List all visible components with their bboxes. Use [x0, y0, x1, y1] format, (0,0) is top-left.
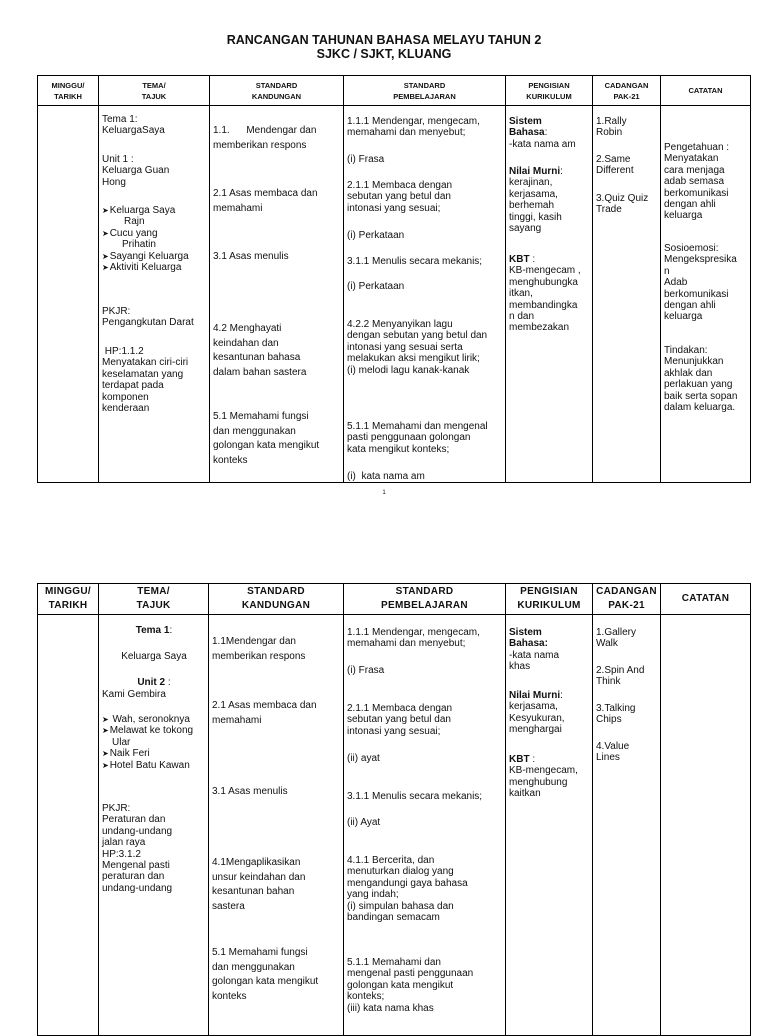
header-standard-kandungan: STANDARD KANDUNGAN — [210, 76, 344, 106]
unit-name: Kami Gembira — [102, 689, 166, 700]
sistem-bahasa: Sistem Bahasa: -kata nama khas — [509, 627, 560, 673]
pengisian-kurikulum-cell — [506, 615, 593, 1036]
sk-item: 4.2 Menghayati keindahan dan kesantunan bahasa dalam bahan sastera — [213, 323, 307, 378]
minggu-cell — [38, 615, 99, 1036]
pak-item: 1.Rally Robin — [596, 116, 627, 139]
subtopic-list — [102, 714, 206, 771]
header-cadangan-pak21: CADANGAN PAK-21 — [593, 584, 661, 615]
minggu-cell — [38, 106, 99, 483]
sp-item: 1.1.1 Mendengar, mengecam, memahami dan menyebut; — [347, 627, 480, 650]
tema-block: Tema 1: KeluargaSaya — [102, 114, 165, 137]
pak-item: 3.Quiz Quiz Trade — [596, 193, 649, 216]
pak-item: 2.Spin And Think — [596, 665, 645, 688]
sp-item: (ii) ayat — [347, 753, 380, 764]
header-standard-kandungan: STANDARD KANDUNGAN — [209, 584, 344, 615]
sk-item: 4.1Mengaplikasikan unsur keindahan dan kesantunan bahan sastera — [212, 857, 306, 912]
list-item: ➤ Cucu yang — [102, 228, 207, 239]
table-row — [38, 615, 751, 1036]
standard-kandungan-cell — [209, 615, 344, 1036]
table-header-row — [38, 76, 751, 106]
page-title: RANCANGAN TAHUNAN BAHASA MELAYU TAHUN 2 — [226, 33, 542, 47]
unit-block: Unit 1 : Keluarga Guan Hong — [102, 154, 170, 188]
tema-label: Tema 1: — [135, 625, 173, 636]
sp-item: 4.1.1 Bercerita, dan menuturkan dialog yang mengandungi gaya bahasa yang indah; (i) simpulan bahasa dan bandingan semacam — [347, 855, 468, 924]
header-tema: TEMA/ TAJUK — [99, 584, 209, 615]
sp-item: (i) Perkataan — [347, 281, 405, 292]
sk-item: 2.1 Asas membaca dan memahami — [212, 700, 317, 726]
list-item: Ular — [112, 736, 131, 748]
sp-item: (i) kata nama am — [347, 471, 425, 482]
kbt: KBT : KB-mengecam , menghubungka itkan, membandingka n dan membezakan — [509, 254, 581, 334]
list-item: ➤ Wah, seronoknya — [102, 714, 206, 725]
unit-label: Unit 2 : — [137, 677, 171, 688]
sp-item: 1.1.1 Mendengar, mengecam, memahami dan menyebut; — [347, 116, 480, 139]
table-header-row — [38, 584, 751, 615]
nilai-murni: Nilai Murni: kerjasama, Kesyukuran, menghargai — [509, 690, 565, 736]
hp-block: HP:1.1.2 Menyatakan ciri-ciri keselamatan yang terdapat pada komponen kenderaan — [102, 346, 189, 415]
list-item: ➤ Hotel Batu Kawan — [102, 760, 206, 771]
sp-item: (ii) Ayat — [347, 817, 381, 828]
catatan-cell — [661, 615, 751, 1036]
header-minggu: MINGGU/ TARIKH — [38, 76, 99, 106]
list-item: ➤ Sayangi Keluarga — [102, 251, 207, 262]
sp-item: 4.2.2 Menyanyikan lagu dengan sebutan yang betul dan intonasi yang sesuai serta melakukan aksi mengikut lirik; (i) melodi lagu kanak-kanak — [347, 319, 488, 376]
list-item: ➤ Naik Feri — [102, 748, 206, 759]
page-subtitle: SJKC / SJKT, KLUANG — [316, 47, 452, 61]
pkjr-block: PKJR: Peraturan dan undang-undang jalan raya HP:3.1.2 Mengenal pasti peraturan dan undang-undang — [102, 803, 173, 894]
sk-item: 1.1. Mendengar dan memberikan respons — [213, 125, 317, 151]
tema-cell — [99, 106, 210, 483]
standard-kandungan-cell — [210, 106, 344, 483]
header-pengisian-kurikulum: PENGISIAN KURIKULUM — [506, 584, 593, 615]
catatan-sosioemosi: Sosioemosi: Mengekspresika n Adab berkomunikasi dengan ahli keluarga — [664, 243, 737, 323]
tema-cell — [99, 615, 209, 1036]
sk-item: 2.1 Asas membaca dan memahami — [213, 188, 318, 214]
sp-item: 2.1.1 Membaca dengan sebutan yang betul dan intonasi yang sesuai; — [347, 180, 453, 214]
cadangan-pak21-cell — [593, 615, 661, 1036]
pkjr-block: PKJR: Pengangkutan Darat — [102, 306, 194, 329]
page-number: 1 — [382, 490, 386, 496]
catatan-tindakan: Tindakan: Menunjukkan akhlak dan perlakuan yang baik serta sopan dalam keluarga. — [664, 345, 738, 414]
header-minggu: MINGGU/ TARIKH — [38, 584, 99, 615]
tema-name: Keluarga Saya — [121, 651, 187, 662]
header-catatan: CATATAN — [661, 76, 751, 106]
header-standard-pembelajaran: STANDARD PEMBELAJARAN — [344, 584, 506, 615]
header-pengisian-kurikulum: PENGISIAN KURIKULUM — [506, 76, 593, 106]
sp-item: 3.1.1 Menulis secara mekanis; — [347, 791, 483, 802]
cadangan-pak21-cell — [593, 106, 661, 483]
sk-item: 3.1 Asas menulis — [213, 251, 289, 262]
plan-table-1 — [37, 75, 751, 483]
sp-item: (i) Perkataan — [347, 230, 405, 241]
sp-item: (i) Frasa — [347, 154, 385, 165]
sk-item: 5.1 Memahami fungsi dan menggunakan golongan kata mengikut konteks — [212, 947, 319, 1002]
pak-item: 4.Value Lines — [596, 741, 630, 764]
sk-item: 3.1 Asas menulis — [212, 786, 288, 797]
sk-item: 1.1Mendengar dan memberikan respons — [212, 636, 306, 662]
list-item: ➤ Keluarga Saya — [102, 205, 207, 216]
sp-item: (i) Frasa — [347, 665, 385, 676]
sk-item: 5.1 Memahami fungsi dan menggunakan golongan kata mengikut konteks — [213, 411, 320, 466]
table-row — [38, 106, 751, 483]
sp-item: 2.1.1 Membaca dengan sebutan yang betul dan intonasi yang sesuai; — [347, 703, 453, 737]
pak-item: 3.Talking Chips — [596, 703, 636, 726]
catatan-cell — [661, 106, 751, 483]
sp-item: 3.1.1 Menulis secara mekanis; — [347, 256, 483, 267]
pengisian-kurikulum-cell — [506, 106, 593, 483]
subtopic-list — [102, 205, 207, 273]
nilai-murni: Nilai Murni: kerajinan, kerjasama, berhemah tinggi, kasih sayang — [509, 166, 563, 235]
list-item: ➤ Aktiviti Keluarga — [102, 262, 207, 273]
standard-pembelajaran-cell — [344, 615, 506, 1036]
kbt: KBT : KB-mengecam, menghubung kaitkan — [509, 754, 578, 800]
pak-item: 2.Same Different — [596, 154, 634, 177]
sp-item: 5.1.1 Memahami dan mengenal pasti penggunaan golongan kata mengikut konteks; (iii) kata nama khas — [347, 957, 474, 1014]
plan-table-2 — [37, 583, 751, 1036]
catatan-pengetahuan: Pengetahuan : Menyatakan cara menjaga adab semasa berkomunikasi dengan ahli keluarga — [664, 142, 730, 222]
header-standard-pembelajaran: STANDARD PEMBELAJARAN — [344, 76, 506, 106]
list-item: ➤ Melawat ke tokong — [102, 725, 206, 736]
standard-pembelajaran-cell — [344, 106, 506, 483]
list-item: Rajn — [124, 216, 145, 228]
sp-item: 5.1.1 Memahami dan mengenal pasti penggunaan golongan kata mengikut konteks; — [347, 421, 488, 455]
sistem-bahasa: Sistem Bahasa: -kata nama am — [509, 116, 576, 150]
list-item: Prihatin — [122, 239, 156, 251]
header-catatan: CATATAN — [661, 584, 751, 615]
header-cadangan-pak21: CADANGAN PAK-21 — [593, 76, 661, 106]
header-tema: TEMA/ TAJUK — [99, 76, 210, 106]
pak-item: 1.Gallery Walk — [596, 627, 637, 650]
